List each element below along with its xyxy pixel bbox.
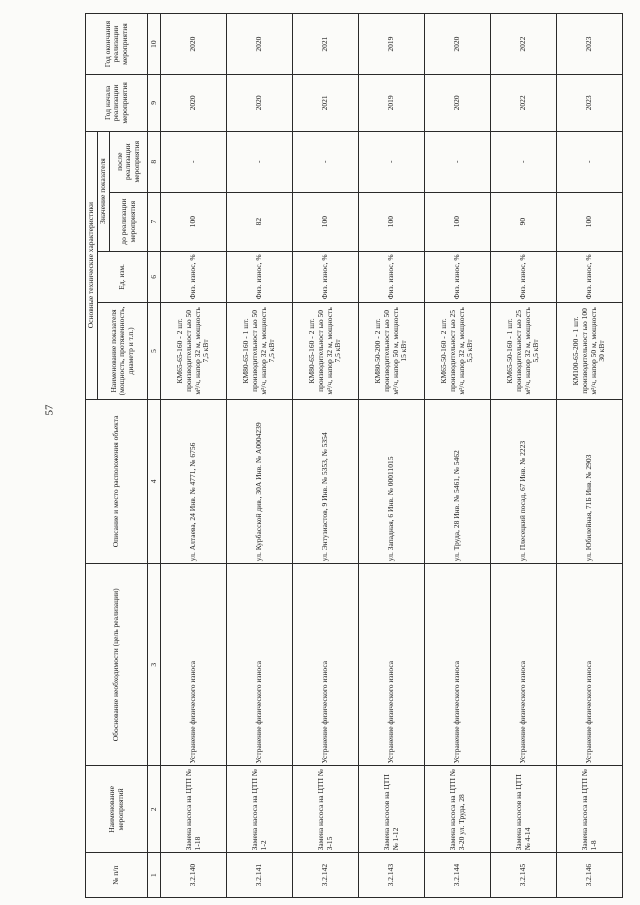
header-name: Наименование мероприятий — [86, 766, 148, 853]
row-end-year: 2019 — [359, 14, 425, 75]
row-value-before: 100 — [359, 192, 425, 251]
row-value-after: - — [359, 131, 425, 192]
table-row — [293, 14, 359, 898]
row-start-year: 2020 — [227, 75, 293, 131]
row-number: 3.2.142 — [293, 853, 359, 898]
row-start-year: 2023 — [557, 75, 623, 131]
row-start-year: 2019 — [359, 75, 425, 131]
row-name: Замена насоса на ЦТП № 1-2 — [227, 766, 293, 853]
row-unit: Физ. износ, % — [491, 251, 557, 303]
row-reason: Устранение физического износа — [359, 564, 425, 766]
header-value-after: после реализации мероприятия — [110, 131, 148, 192]
column-number: 1 — [148, 853, 161, 898]
row-indicator: КМ65-65-160 - 2 шт. производительност ью 50 м³/ч, напор 32 м, мощность 7,5 кВт — [175, 307, 211, 395]
row-value-after: - — [293, 131, 359, 192]
row-value-after: - — [557, 131, 623, 192]
row-indicator: КМ80-65-160 - 1 шт. производительност ью 50 м³/ч, напор 32 м, мощность 7,5 кВт — [241, 307, 277, 395]
row-start-year: 2020 — [161, 75, 227, 131]
header-end-year: Год окончания реализации мероприятия — [86, 14, 148, 75]
row-start-year: 2022 — [491, 75, 557, 131]
header-number: № п/п — [86, 853, 148, 898]
column-number: 2 — [148, 766, 161, 853]
row-end-year: 2020 — [161, 14, 227, 75]
row-end-year: 2021 — [293, 14, 359, 75]
column-number: 4 — [148, 399, 161, 564]
table-row — [425, 14, 491, 898]
row-location: ул. Курбасской див., 30А Инв. № А0004239 — [227, 399, 293, 564]
row-start-year: 2021 — [293, 75, 359, 131]
header-indicator: Наименование показателя (мощность, протяженность, диаметр и т.п.) — [98, 303, 148, 399]
row-name: Замена насоса на ЦТП № 1-18 — [161, 766, 227, 853]
row-value-after: - — [161, 131, 227, 192]
header-main-characteristics: Основные технические характеристики — [86, 131, 98, 399]
row-reason: Устранение физического износа — [557, 564, 623, 766]
row-unit: Физ. износ, % — [557, 251, 623, 303]
header-value-before: до реализации мероприятия — [110, 192, 148, 251]
row-name: Замена насосов на ЦТП № 4-14 — [491, 766, 557, 853]
column-number: 10 — [148, 14, 161, 75]
row-start-year: 2020 — [425, 75, 491, 131]
row-name: Замена насоса на ЦТП № 3-15 — [293, 766, 359, 853]
table-row — [557, 14, 623, 898]
row-value-before: 82 — [227, 192, 293, 251]
row-end-year: 2022 — [491, 14, 557, 75]
row-number: 3.2.140 — [161, 853, 227, 898]
column-number: 6 — [148, 251, 161, 303]
row-indicator: КМ80-65-160 - 2 шт. производительност ью 50 м³/ч, напор 32 м, мощность 7,5 кВт — [307, 307, 343, 395]
row-location: ул. Западная, 6 Инв. № 00011015 — [359, 399, 425, 564]
table-row — [161, 14, 227, 898]
row-reason: Устранение физического износа — [161, 564, 227, 766]
table-row — [227, 14, 293, 898]
row-value-before: 100 — [293, 192, 359, 251]
column-number: 9 — [148, 75, 161, 131]
row-reason: Устранение физического износа — [227, 564, 293, 766]
row-value-after: - — [491, 131, 557, 192]
row-name: Замена насосов на ЦТП № 1-12 — [359, 766, 425, 853]
row-reason: Устранение физического износа — [293, 564, 359, 766]
row-value-before: 100 — [161, 192, 227, 251]
header-unit: Ед. изм. — [98, 251, 148, 303]
column-number-row — [148, 14, 161, 898]
row-end-year: 2023 — [557, 14, 623, 75]
row-unit: Физ. износ, % — [227, 251, 293, 303]
row-location: ул. Энтузиастов, 9 Инв. № 5353, № 5354 — [293, 399, 359, 564]
column-number: 7 — [148, 192, 161, 251]
column-number: 3 — [148, 564, 161, 766]
header-location: Описание и место расположения объекта — [86, 399, 148, 564]
column-number: 8 — [148, 131, 161, 192]
row-value-before: 100 — [557, 192, 623, 251]
row-number: 3.2.145 — [491, 853, 557, 898]
header-start-year: Год начала реализации мероприятия — [86, 75, 148, 131]
row-indicator: КМ65-50-160 - 2 шт. производительност ью 25 м³/ч, напор 32 м, мощность 5,5 кВт — [439, 307, 475, 395]
measures-table — [85, 13, 623, 898]
row-indicator: КМ80-50-200 - 2 шт. производительност ью 50 м³/ч, напор 50 м, мощность 15 кВт — [373, 307, 409, 395]
row-unit: Физ. износ, % — [359, 251, 425, 303]
table-row — [359, 14, 425, 898]
header-indicator-value: Значение показателя — [98, 131, 110, 251]
row-number: 3.2.143 — [359, 853, 425, 898]
row-unit: Физ. износ, % — [425, 251, 491, 303]
row-location: ул. Алтаева, 24 Инв. № 4771, № 6756 — [161, 399, 227, 564]
row-value-before: 90 — [491, 192, 557, 251]
row-location: ул. Труда, 28 Инв. № 5461, № 5462 — [425, 399, 491, 564]
table-row — [491, 14, 557, 898]
column-number: 5 — [148, 303, 161, 399]
row-value-after: - — [227, 131, 293, 192]
row-unit: Физ. износ, % — [161, 251, 227, 303]
header-reason: Обоснование необходимости (цель реализации) — [86, 564, 148, 766]
row-location: ул. Плесецкий посад, 67 Инв. № 2223 — [491, 399, 557, 564]
row-end-year: 2020 — [227, 14, 293, 75]
row-reason: Устранение физического износа — [425, 564, 491, 766]
document-sheet — [85, 13, 623, 898]
row-number: 3.2.146 — [557, 853, 623, 898]
row-number: 3.2.144 — [425, 853, 491, 898]
row-name: Замена насоса на ЦТП № 1-8 — [557, 766, 623, 853]
row-end-year: 2020 — [425, 14, 491, 75]
page-number: 57 — [43, 404, 56, 416]
row-reason: Устранение физического износа — [491, 564, 557, 766]
row-value-after: - — [425, 131, 491, 192]
row-name: Замена насоса на ЦТП № 3-20 ул. Труда, 28 — [425, 766, 491, 853]
row-location: ул. Юбилейная, 71Б Инв. № 2903 — [557, 399, 623, 564]
row-number: 3.2.141 — [227, 853, 293, 898]
row-value-before: 100 — [425, 192, 491, 251]
row-unit: Физ. износ, % — [293, 251, 359, 303]
row-indicator: КМ65-50-160 - 1 шт. производительност ью 25 м³/ч, напор 32 м, мощность 5,5 кВт — [505, 307, 541, 395]
row-indicator: КМ100-65-200 - 1 шт. производительност ью 100 м³/ч, напор 50 м, мощность 30 кВт — [571, 307, 607, 395]
